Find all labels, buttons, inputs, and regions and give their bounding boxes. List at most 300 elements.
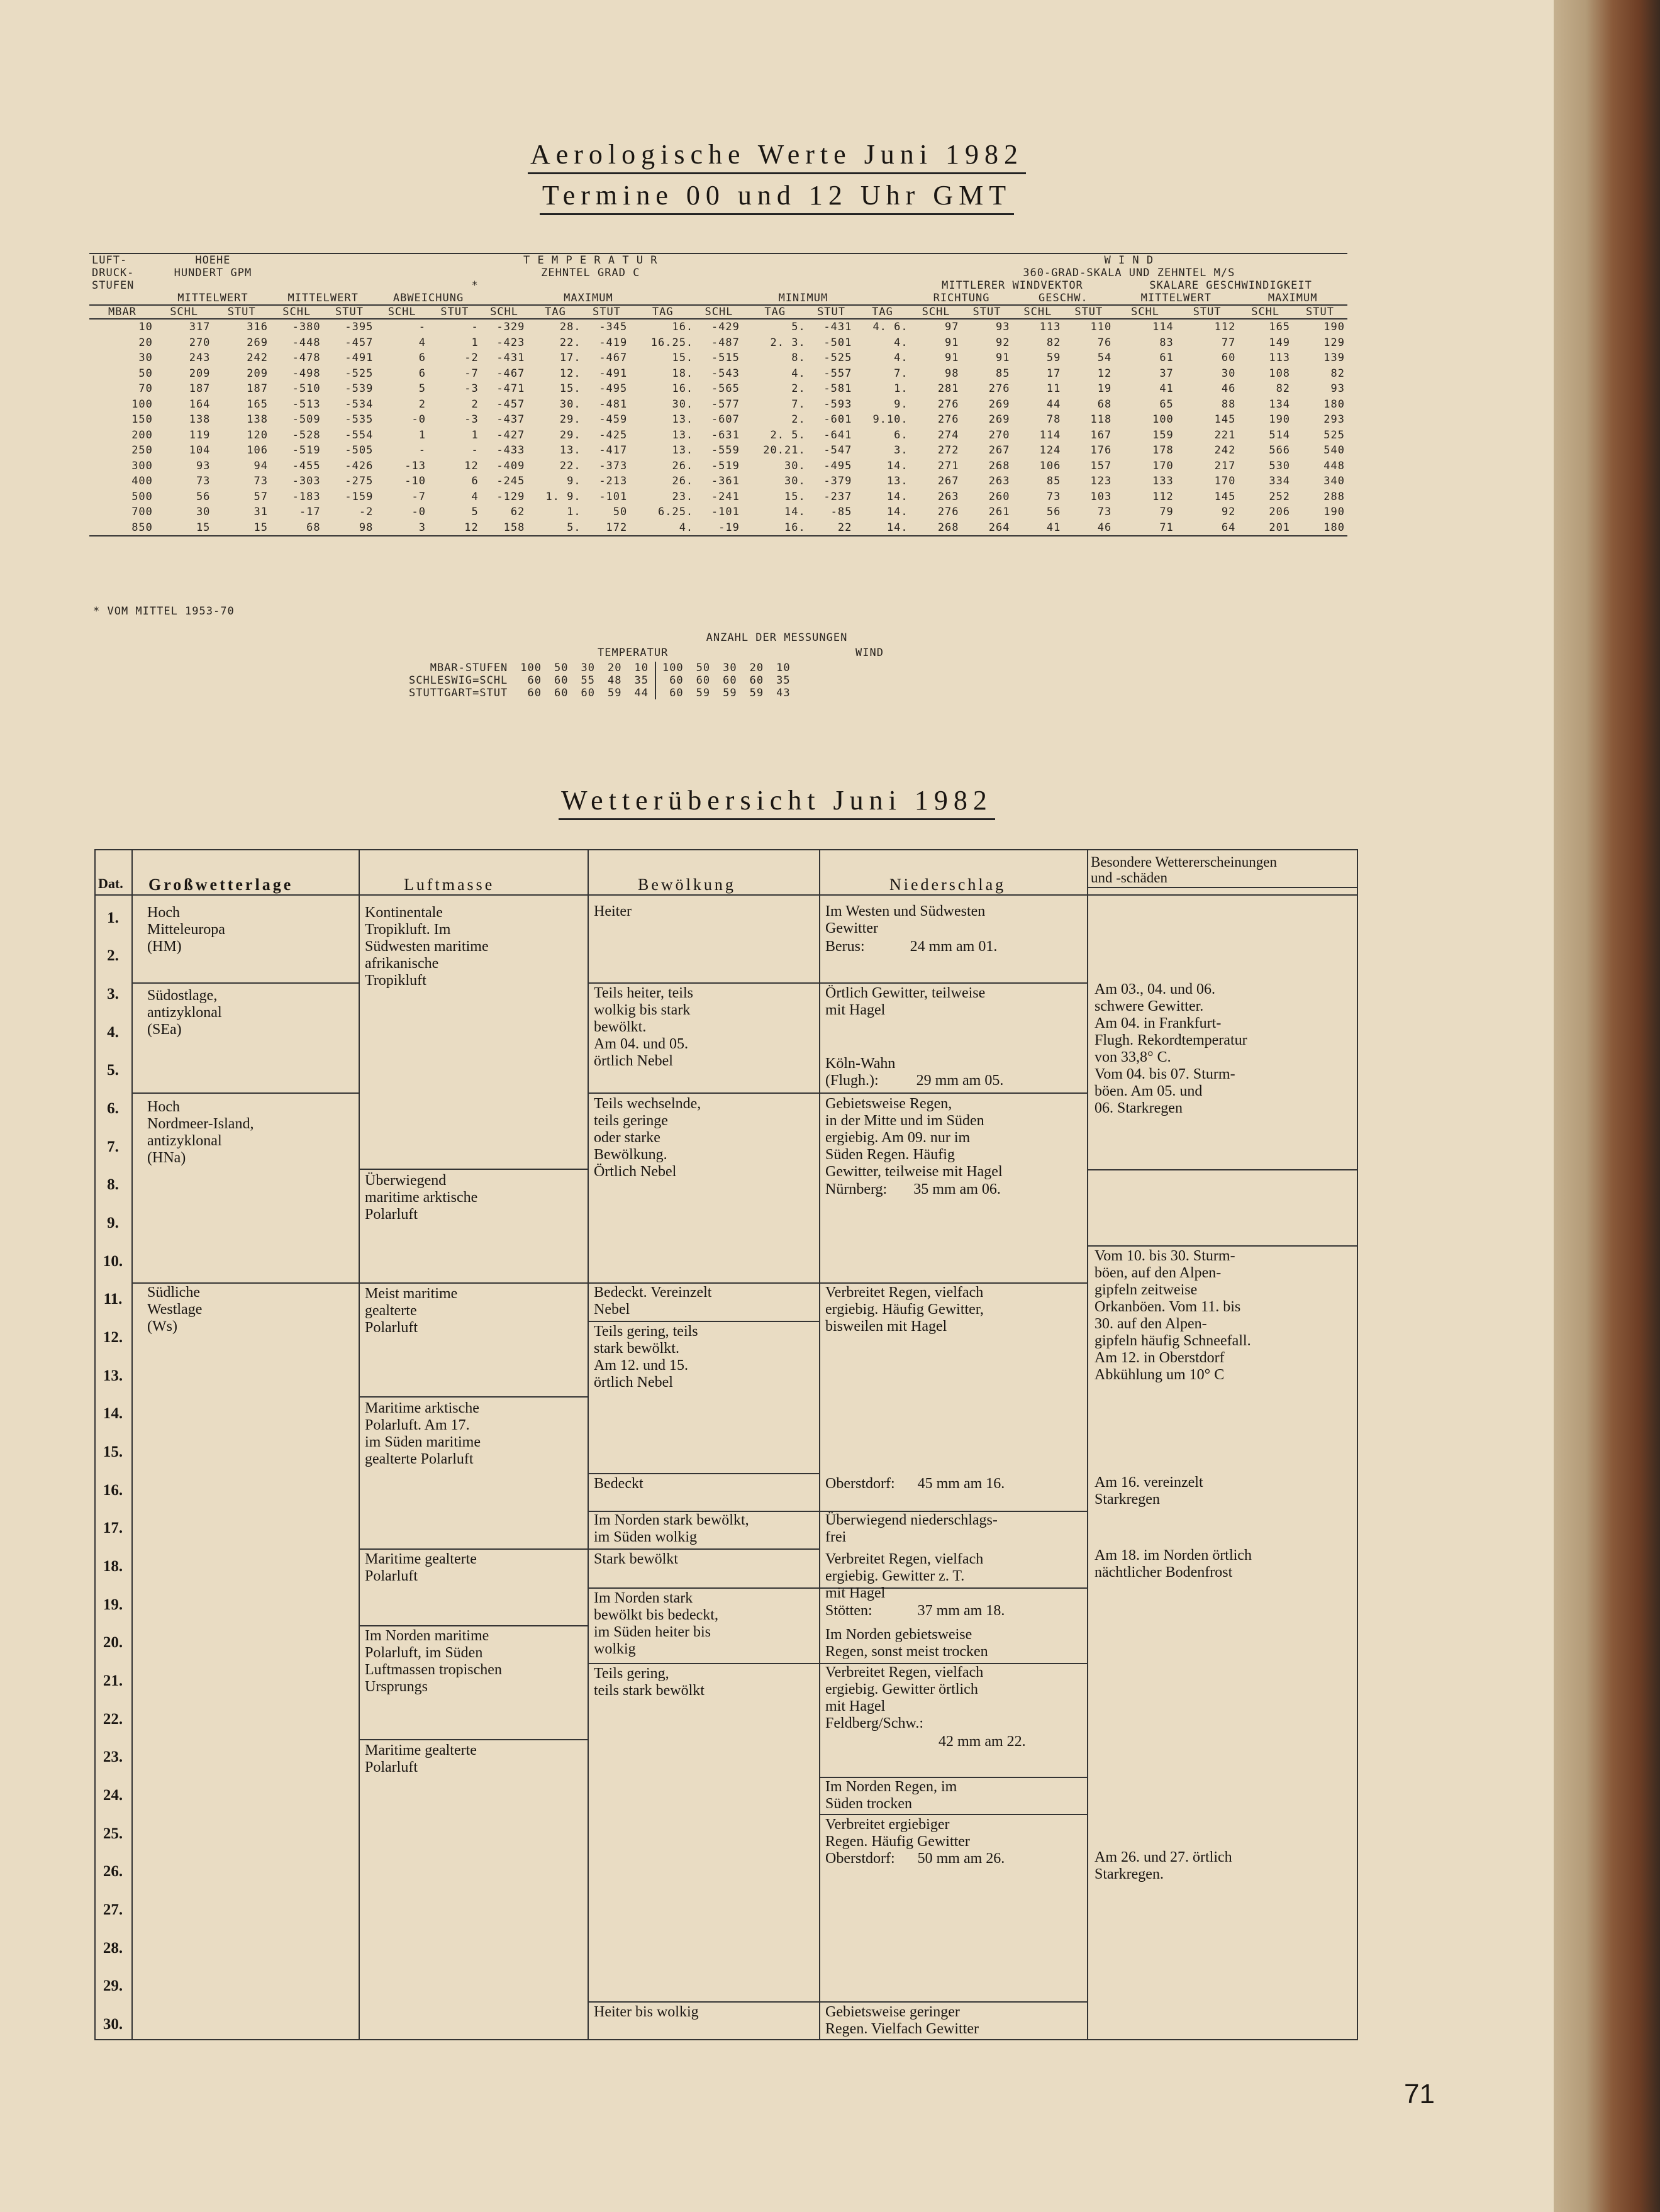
table-cell: -3 (464, 413, 479, 426)
table-cell: 180 (1323, 521, 1345, 534)
table-cell: -491 (345, 352, 374, 364)
table-cell: -525 (823, 352, 852, 364)
table-cell: 110 (1090, 321, 1112, 333)
table-cell: 100 (1152, 413, 1174, 426)
table-cell: 61 (1159, 352, 1174, 364)
table-cell: -426 (345, 459, 374, 472)
table-cell: 41 (1046, 521, 1061, 534)
bew-10: Teils gering, teils stark bewölkt (594, 1665, 705, 1699)
table-cell: 525 (1323, 428, 1345, 442)
table-cell: 29. (559, 413, 581, 426)
table-cell: -409 (496, 459, 525, 472)
day-label: 16. (103, 1481, 123, 1499)
table-cell: 9.10. (872, 413, 908, 426)
day-label: 14. (103, 1405, 123, 1423)
table-cell: 50 (696, 662, 711, 674)
column-header: STUT (440, 306, 469, 318)
table-cell: 15 (196, 521, 211, 534)
table-cell: 129 (1323, 336, 1345, 349)
day-label: 23. (103, 1748, 123, 1766)
table-cell: -429 (711, 321, 740, 333)
table-cell: 178 (1152, 444, 1174, 457)
table-cell: 30 (581, 662, 595, 674)
table-cell: 16. (672, 382, 694, 395)
table-cell: 114 (1039, 428, 1061, 442)
table-cell: 260 (988, 490, 1010, 503)
table-cell: 91 (945, 352, 959, 364)
bes-1: Am 03., 04. und 06. schwere Gewitter. Am 04. in Frankfurt- Flugh. Rekordtemperatur von 33,8° C. Vom 04. bis 07. Sturm- böen. Am 05. und 06. Starkregen (1095, 981, 1247, 1116)
bew-6: Bedeckt (594, 1476, 643, 1492)
table-cell: 82 (1046, 336, 1061, 349)
nied-8: Oberstdorf: 45 mm am 16. (825, 1476, 1005, 1492)
table-cell: 276 (937, 506, 959, 518)
table-cell: -423 (496, 336, 525, 349)
column-header: STUT (1074, 306, 1103, 318)
table-cell: 85 (995, 367, 1010, 380)
header-cell: MITTLERER WINDVEKTOR (942, 279, 1083, 292)
header-luftmasse: Luftmasse (404, 875, 495, 894)
table-cell: 108 (1269, 367, 1291, 380)
table-row (403, 687, 797, 699)
table-cell: 16. (784, 521, 806, 534)
table-cell: -431 (496, 352, 525, 364)
table-cell: 97 (945, 321, 959, 333)
counts-wind-label: WIND (855, 647, 884, 659)
table-cell: - (418, 444, 426, 457)
nied-17: Oberstdorf: 50 mm am 26. (825, 1850, 1005, 1867)
table-cell: -455 (292, 459, 321, 472)
table-cell: 56 (1046, 506, 1061, 518)
table-cell: -237 (823, 490, 852, 503)
header-grosswetterlage: Großwetterlage (148, 875, 294, 894)
table-cell: 104 (189, 444, 211, 457)
table-cell: 206 (1269, 506, 1291, 518)
table-cell: 3. (894, 444, 908, 457)
column-header: TAG (545, 306, 566, 318)
table-row (89, 520, 1347, 536)
table-cell: 30. (784, 459, 806, 472)
table-cell: 172 (606, 521, 628, 534)
bes-4: Am 18. im Norden örtlich nächtlicher Bodenfrost (1095, 1547, 1252, 1581)
header-cell: MITTELWERT (287, 292, 359, 304)
table-cell: 190 (1323, 506, 1345, 518)
table-cell: 270 (189, 336, 211, 349)
column-header: MBAR (108, 306, 136, 318)
title-wetteruebersicht: Wetterübersicht Juni 1982 (0, 784, 1554, 816)
day-label: 4. (107, 1023, 119, 1041)
column-header: STUT (1193, 306, 1222, 318)
table-cell: 91 (945, 336, 959, 349)
bew-3: Teils wechselnde, teils geringe oder starke Bewölkung. Örtlich Nebel (594, 1096, 701, 1180)
table-cell: 145 (1214, 490, 1236, 503)
table-cell: 165 (247, 397, 268, 411)
table-cell: -593 (823, 397, 852, 411)
table-cell: 30 (1221, 367, 1236, 380)
nied-4: Köln-Wahn (Flugh.): 29 mm am 05. (825, 1055, 1004, 1089)
day-label: 19. (103, 1596, 123, 1613)
table-cell: 22 (837, 521, 852, 534)
column-header: SCHL (282, 306, 311, 318)
luft-2: Überwiegend maritime arktische Polarluft (365, 1172, 478, 1223)
table-cell: 65 (1159, 397, 1174, 411)
table-cell: 5 (471, 506, 479, 518)
day-label: 28. (103, 1939, 123, 1957)
bew-7: Im Norden stark bewölkt, im Süden wolkig (594, 1512, 749, 1545)
table-cell: MBAR-STUFEN (430, 662, 508, 674)
table-cell: 59 (1046, 352, 1061, 364)
day-label: 2. (107, 947, 119, 965)
table-cell: 50 (613, 506, 628, 518)
table-cell: -581 (823, 382, 852, 395)
table-cell: 269 (988, 397, 1010, 411)
day-label: 25. (103, 1825, 123, 1842)
table-cell: -631 (711, 428, 740, 442)
table-cell: -101 (711, 506, 740, 518)
table-cell: 59 (607, 687, 622, 699)
table-cell: 112 (1214, 321, 1236, 333)
nied-1: Im Westen und Südwesten Gewitter (825, 903, 986, 936)
table-cell: 18. (672, 367, 694, 380)
table-cell: -457 (345, 336, 374, 349)
table-cell: -159 (345, 490, 374, 503)
table-cell: 187 (189, 382, 211, 395)
table-cell: 3 (418, 521, 426, 534)
table-cell: 73 (1046, 490, 1061, 503)
column-header: STUT (592, 306, 621, 318)
table-cell: - (471, 444, 479, 457)
page-number: 71 (1404, 2079, 1435, 2109)
counts-temp-label: TEMPERATUR (598, 647, 669, 659)
table-cell: -554 (345, 428, 374, 442)
table-cell: -467 (599, 352, 628, 364)
table-cell: -459 (599, 413, 628, 426)
table-cell: 88 (1221, 397, 1236, 411)
table-cell: 10 (776, 662, 791, 674)
nied-11: Stötten: 37 mm am 18. (825, 1603, 1005, 1619)
table-cell: 14. (886, 521, 908, 534)
day-label: 21. (103, 1672, 123, 1689)
table-cell: 68 (306, 521, 321, 534)
table-cell: 114 (1152, 321, 1174, 333)
table-cell: 6 (418, 352, 426, 364)
table-cell: 2. (791, 382, 806, 395)
table-cell: -433 (496, 444, 525, 457)
table-cell: -525 (345, 367, 374, 380)
table-cell: 16. (672, 321, 694, 333)
column-header: TAG (764, 306, 786, 318)
table-cell: 500 (131, 490, 153, 503)
table-cell: -101 (599, 490, 628, 503)
table-cell: 73 (1097, 506, 1112, 518)
table-cell: 35 (776, 674, 791, 687)
table-row (89, 381, 1347, 397)
table-cell: -505 (345, 444, 374, 457)
day-label: 26. (103, 1863, 123, 1881)
table-cell: 28. (559, 321, 581, 333)
counts-title: ANZAHL DER MESSUNGEN (706, 631, 848, 644)
table-cell: -419 (599, 336, 628, 349)
table-cell: -361 (711, 475, 740, 487)
header-cell: MAXIMUM (564, 292, 613, 304)
table-cell: -395 (345, 321, 374, 333)
table-cell: 60 (554, 687, 569, 699)
header-cell: DRUCK- (92, 267, 135, 279)
table-cell: -509 (292, 413, 321, 426)
table-cell: 46 (1097, 521, 1112, 534)
gwl-hna: Hoch Nordmeer-Island, antizyklonal (HNa) (147, 1099, 254, 1166)
table-cell: -478 (292, 352, 321, 364)
luft-6: Im Norden maritime Polarluft, im Süden Luftmassen tropischen Ursprungs (365, 1628, 502, 1695)
table-cell: 5 (418, 382, 426, 395)
day-label: 3. (107, 985, 119, 1003)
table-cell: -534 (345, 397, 374, 411)
table-cell: -373 (599, 459, 628, 472)
table-cell: -10 (404, 475, 426, 487)
table-cell: -329 (496, 321, 525, 333)
table-cell: 700 (131, 506, 153, 518)
header-cell: W I N D (1104, 254, 1154, 267)
table-cell: 165 (1269, 321, 1291, 333)
table-cell: 60 (723, 674, 737, 687)
table-cell: -471 (496, 382, 525, 395)
table-cell: 268 (937, 521, 959, 534)
table-cell: 50 (554, 662, 569, 674)
table-cell: 340 (1323, 475, 1345, 487)
table-cell: 13. (672, 444, 694, 457)
column-header: SCHL (490, 306, 519, 318)
table-cell: -7 (464, 367, 479, 380)
table-cell: -495 (599, 382, 628, 395)
table-cell: 14. (886, 506, 908, 518)
table-cell: 46 (1221, 382, 1236, 395)
table-cell: 55 (581, 674, 595, 687)
table-row (89, 412, 1347, 428)
header-cell: MITTELWERT (1140, 292, 1212, 304)
day-label: 27. (103, 1901, 123, 1918)
table-cell: 274 (937, 428, 959, 442)
table-cell: -543 (711, 367, 740, 380)
table-cell: -380 (292, 321, 321, 333)
bes-3: Am 16. vereinzelt Starkregen (1095, 1474, 1203, 1508)
table-cell: 281 (937, 382, 959, 395)
table-cell: 187 (247, 382, 268, 395)
table-cell: -481 (599, 397, 628, 411)
table-cell: 30. (672, 397, 694, 411)
table-cell: 190 (1323, 321, 1345, 333)
table-cell: 22. (559, 459, 581, 472)
table-cell: 180 (1323, 397, 1345, 411)
table-cell: 68 (1097, 397, 1112, 411)
table-cell: 60 (581, 687, 595, 699)
table-cell: -427 (496, 428, 525, 442)
table-cell: 23. (672, 490, 694, 503)
table-cell: 113 (1039, 321, 1061, 333)
day-label: 22. (103, 1710, 123, 1728)
table-cell: 1. 9. (545, 490, 581, 503)
header-cell: ZEHNTEL GRAD C (541, 267, 640, 279)
luft-7: Maritime gealterte Polarluft (365, 1742, 477, 1776)
bew-9: Im Norden stark bewölkt bis bedeckt, im Süden heiter bis wolkig (594, 1590, 718, 1657)
table-cell: -2 (464, 352, 479, 364)
nied-9: Überwiegend niederschlags- frei (825, 1512, 998, 1545)
table-cell: -425 (599, 428, 628, 442)
table-cell: 263 (937, 490, 959, 503)
table-cell: 268 (988, 459, 1010, 472)
table-cell: -559 (711, 444, 740, 457)
table-cell: 514 (1269, 428, 1291, 442)
table-cell: 250 (131, 444, 153, 457)
table-cell: -275 (345, 475, 374, 487)
table-cell: -601 (823, 413, 852, 426)
table-cell: 150 (131, 413, 153, 426)
table-cell: 134 (1269, 397, 1291, 411)
table-cell: 138 (189, 413, 211, 426)
gwl-sea: Südostlage, antizyklonal (SEa) (147, 987, 222, 1038)
nied-15: Im Norden Regen, im Süden trocken (825, 1779, 957, 1812)
header-cell: STUFEN (92, 279, 135, 292)
table-cell: 7. (791, 397, 806, 411)
table-cell: 31 (253, 506, 268, 518)
title-termine: Termine 00 und 12 Uhr GMT (0, 179, 1554, 211)
table-cell: 14. (886, 459, 908, 472)
weather-overview-table (94, 849, 1358, 2040)
table-cell: 164 (189, 397, 211, 411)
table-cell: 20.21. (763, 444, 806, 457)
table-cell: 14. (784, 506, 806, 518)
table-cell: -0 (411, 413, 426, 426)
table-cell: 98 (945, 367, 959, 380)
table-cell: 6. (894, 428, 908, 442)
measurement-count-table (403, 662, 797, 699)
header-besondere: Besondere Wettererscheinungen und -schäden (1091, 854, 1277, 886)
table-cell: -501 (823, 336, 852, 349)
table-cell: 2. 5. (770, 428, 806, 442)
table-cell: SCHLESWIG=SCHL (409, 674, 508, 687)
table-cell: 9. (894, 397, 908, 411)
table-cell: 76 (1097, 336, 1112, 349)
table-cell: 159 (1152, 428, 1174, 442)
header-cell: HUNDERT GPM (174, 267, 252, 279)
table-cell: 60 (749, 674, 764, 687)
day-label: 30. (103, 2015, 123, 2033)
table-cell: 35 (634, 674, 649, 687)
table-cell: 10 (634, 662, 649, 674)
table-cell: -213 (599, 475, 628, 487)
table-cell: 4. (679, 521, 694, 534)
table-cell: 2 (418, 397, 426, 411)
table-cell: 29. (559, 428, 581, 442)
day-label: 9. (107, 1214, 119, 1231)
luft-1: Kontinentale Tropikluft. Im Südwesten maritime afrikanische Tropikluft (365, 904, 489, 989)
table-cell: 13. (672, 413, 694, 426)
header-cell: SKALARE GESCHWINDIGKEIT (1149, 279, 1312, 292)
header-cell: MAXIMUM (1267, 292, 1318, 304)
table-row (89, 489, 1347, 505)
table-cell: 10 (138, 321, 153, 333)
table-cell: 334 (1269, 475, 1291, 487)
table-cell: 123 (1090, 475, 1112, 487)
table-row (89, 504, 1347, 520)
table-cell: -513 (292, 397, 321, 411)
column-header: SCHL (387, 306, 416, 318)
table-cell: 64 (1221, 521, 1236, 534)
bes-2: Vom 10. bis 30. Sturm- böen, auf den Alpen- gipfeln zeitweise Orkanböen. Vom 11. bis 30. auf den Alpen- gipfeln häufig Schneefall. Am 12. in Oberstdorf Abkühlung um 10° C (1095, 1248, 1251, 1383)
table-cell: 82 (1330, 367, 1345, 380)
table-cell: -498 (292, 367, 321, 380)
table-cell: 60 (554, 674, 569, 687)
table-cell: 400 (131, 475, 153, 487)
table-cell: -467 (496, 367, 525, 380)
table-cell: 263 (988, 475, 1010, 487)
table-cell: 530 (1269, 459, 1291, 472)
column-header: STUT (227, 306, 256, 318)
table-cell: 252 (1269, 490, 1291, 503)
day-label: 11. (103, 1291, 123, 1308)
table-cell: 106 (1039, 459, 1061, 472)
nied-6: Nürnberg: 35 mm am 06. (825, 1181, 1001, 1198)
nied-18: Gebietsweise geringer Regen. Vielfach Gewitter (825, 2004, 979, 2037)
table-cell: 37 (1159, 367, 1174, 380)
table-cell: -129 (496, 490, 525, 503)
day-label: 1. (107, 909, 119, 926)
table-cell: 124 (1039, 444, 1061, 457)
table-cell: 20 (607, 662, 622, 674)
table-cell: 221 (1214, 428, 1236, 442)
table-cell: 16.25. (650, 336, 694, 349)
table-cell: 6 (471, 475, 479, 487)
table-cell: 60 (696, 674, 711, 687)
table-cell: 30. (784, 475, 806, 487)
header-cell: HOEHE (195, 254, 231, 267)
day-label: 17. (103, 1520, 123, 1537)
table-cell: 56 (196, 490, 211, 503)
table-cell: -519 (292, 444, 321, 457)
table-cell: 30 (138, 352, 153, 364)
day-label: 20. (103, 1634, 123, 1652)
table-cell: 158 (503, 521, 525, 534)
table-cell: 48 (607, 674, 622, 687)
table-cell: 60 (527, 674, 542, 687)
day-label: 8. (107, 1176, 119, 1194)
table-cell: -457 (496, 397, 525, 411)
table-cell: 17 (1046, 367, 1061, 380)
table-cell: 113 (1269, 352, 1291, 364)
table-cell: 267 (937, 475, 959, 487)
table-cell: 190 (1269, 413, 1291, 426)
table-row (89, 474, 1347, 489)
table-cell: 6.25. (657, 506, 694, 518)
nied-16: Verbreitet ergiebiger Regen. Häufig Gewitter (825, 1816, 970, 1850)
table-cell: 13. (672, 428, 694, 442)
table-cell: 12 (1097, 367, 1112, 380)
table-cell: 540 (1323, 444, 1345, 457)
table-row (89, 443, 1347, 459)
table-cell: 30 (196, 506, 211, 518)
table-cell: 100 (131, 397, 153, 411)
bew-1: Heiter (594, 903, 632, 920)
table-cell: 2. 3. (770, 336, 806, 349)
column-header: TAG (872, 306, 893, 318)
table-cell: - (471, 321, 479, 333)
table-cell: 566 (1269, 444, 1291, 457)
day-label: 13. (103, 1367, 123, 1384)
table-cell: -2 (359, 506, 374, 518)
table-cell: 15. (559, 382, 581, 395)
table-cell: 77 (1221, 336, 1236, 349)
table-cell: 82 (1276, 382, 1291, 395)
table-cell: 54 (1097, 352, 1112, 364)
table-cell: -577 (711, 397, 740, 411)
